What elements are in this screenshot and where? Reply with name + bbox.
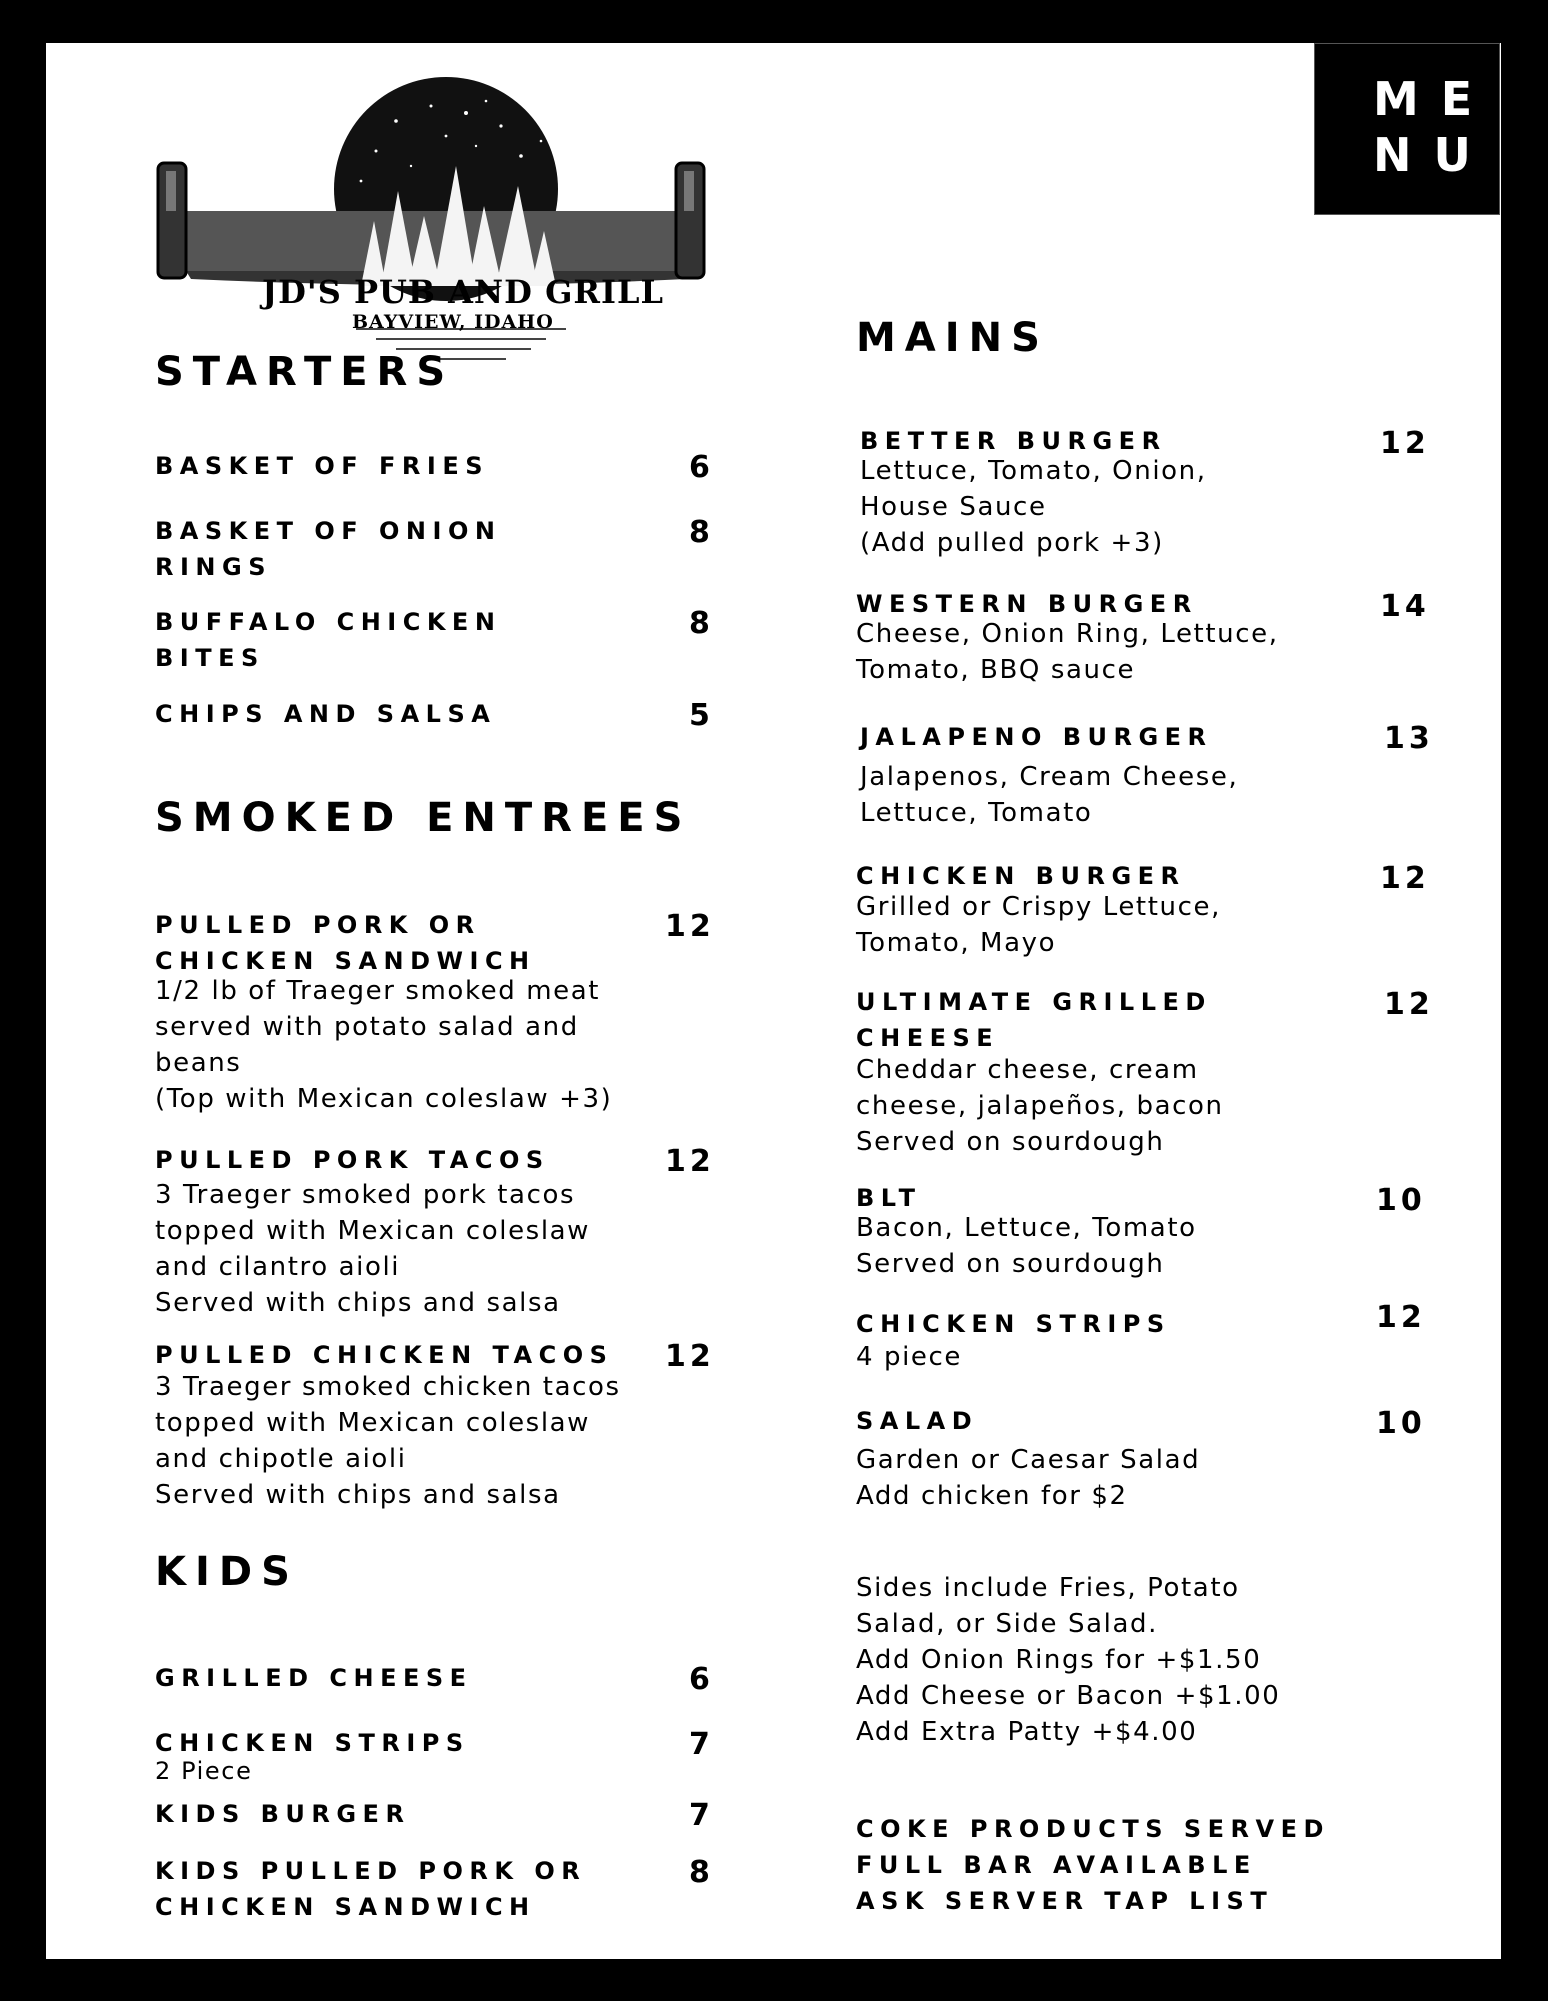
main-description: Add chicken for $2: [856, 1481, 1128, 1511]
logo-title: JD'S PUB AND GRILL: [262, 273, 664, 311]
main-description: cheese, jalapeños, bacon: [856, 1091, 1224, 1121]
entree-description: Served with chips and salsa: [155, 1288, 561, 1318]
main-description: (Add pulled pork +3): [860, 528, 1164, 558]
logo-subtitle: BAYVIEW, IDAHO: [352, 311, 554, 333]
main-description: Tomato, Mayo: [856, 928, 1057, 958]
entree-name: PULLED CHICKEN TACOS: [155, 1341, 614, 1369]
entree-name: CHICKEN SANDWICH: [155, 947, 536, 975]
kids-item-name: KIDS BURGER: [155, 1800, 411, 1828]
entree-name: PULLED PORK OR: [155, 911, 481, 939]
drinks-note-line: ASK SERVER TAP LIST: [856, 1887, 1274, 1915]
starter-name: CHIPS AND SALSA: [155, 700, 497, 728]
kids-item-price: 8: [689, 1855, 714, 1890]
menu-badge-line2: NU: [1373, 128, 1493, 182]
starter-name: RINGS: [155, 553, 272, 581]
starter-price: 5: [689, 698, 714, 733]
main-description: House Sauce: [860, 492, 1047, 522]
entree-description: and cilantro aioli: [155, 1252, 401, 1282]
main-description: Lettuce, Tomato, Onion,: [860, 456, 1207, 486]
main-name: ULTIMATE GRILLED: [856, 988, 1212, 1016]
kids-item-price: 7: [689, 1727, 714, 1762]
main-price: 10: [1376, 1183, 1426, 1218]
entree-description: Served with chips and salsa: [155, 1480, 561, 1510]
starters-heading: STARTERS: [155, 349, 455, 395]
main-price: 12: [1384, 987, 1434, 1022]
sides-note-line: Sides include Fries, Potato: [856, 1573, 1240, 1603]
main-price: 12: [1376, 1300, 1426, 1335]
main-name: SALAD: [856, 1407, 979, 1435]
drinks-note-line: FULL BAR AVAILABLE: [856, 1851, 1257, 1879]
entree-price: 12: [665, 1339, 715, 1374]
menu-badge-line1: ME: [1373, 72, 1495, 126]
menu-page: [46, 43, 1501, 1959]
main-name: CHEESE: [856, 1024, 1000, 1052]
menu-badge: [1314, 43, 1500, 215]
kids-item-name: GRILLED CHEESE: [155, 1664, 473, 1692]
main-description: Served on sourdough: [856, 1127, 1165, 1157]
entree-description: beans: [155, 1048, 242, 1078]
entree-description: (Top with Mexican coleslaw +3): [155, 1084, 613, 1114]
starter-name: BUFFALO CHICKEN: [155, 608, 502, 636]
main-description: Cheddar cheese, cream: [856, 1055, 1199, 1085]
main-name: CHICKEN STRIPS: [856, 1310, 1171, 1338]
starter-price: 6: [689, 450, 714, 485]
entree-price: 12: [665, 909, 715, 944]
smoked-entrees-heading: SMOKED ENTREES: [155, 795, 692, 841]
main-price: 10: [1376, 1406, 1426, 1441]
main-description: Grilled or Crispy Lettuce,: [856, 892, 1221, 922]
starter-name: BITES: [155, 644, 265, 672]
kids-heading: KIDS: [155, 1549, 299, 1595]
entree-price: 12: [665, 1144, 715, 1179]
main-description: Tomato, BBQ sauce: [856, 655, 1136, 685]
entree-description: served with potato salad and: [155, 1012, 579, 1042]
main-description: Cheese, Onion Ring, Lettuce,: [856, 619, 1279, 649]
entree-description: topped with Mexican coleslaw: [155, 1216, 591, 1246]
sides-note-line: Add Cheese or Bacon +$1.00: [856, 1681, 1281, 1711]
starter-name: BASKET OF ONION: [155, 517, 502, 545]
entree-name: PULLED PORK TACOS: [155, 1146, 550, 1174]
entree-description: 3 Traeger smoked pork tacos: [155, 1180, 576, 1210]
starter-name: BASKET OF FRIES: [155, 452, 490, 480]
main-description: 4 piece: [856, 1342, 963, 1372]
main-description: Jalapenos, Cream Cheese,: [860, 762, 1239, 792]
main-price: 12: [1380, 426, 1430, 461]
main-price: 14: [1380, 589, 1430, 624]
kids-item-price: 6: [689, 1662, 714, 1697]
pub-logo: [146, 71, 716, 391]
starter-price: 8: [689, 606, 714, 641]
sides-note-line: Add Extra Patty +$4.00: [856, 1717, 1198, 1747]
entree-description: 1/2 lb of Traeger smoked meat: [155, 976, 601, 1006]
sides-note-line: Add Onion Rings for +$1.50: [856, 1645, 1262, 1675]
entree-description: topped with Mexican coleslaw: [155, 1408, 591, 1438]
main-name: WESTERN BURGER: [856, 590, 1198, 618]
main-description: Garden or Caesar Salad: [856, 1445, 1201, 1475]
kids-item-price: 7: [689, 1798, 714, 1833]
main-name: CHICKEN BURGER: [856, 862, 1186, 890]
starter-price: 8: [689, 515, 714, 550]
main-name: BETTER BURGER: [860, 427, 1167, 455]
main-name: JALAPENO BURGER: [860, 723, 1213, 751]
mains-heading: MAINS: [856, 315, 1049, 361]
main-description: Lettuce, Tomato: [860, 798, 1093, 828]
kids-item-name: CHICKEN STRIPS: [155, 1729, 470, 1757]
main-description: Served on sourdough: [856, 1249, 1165, 1279]
main-price: 13: [1384, 721, 1434, 756]
kids-item-name: KIDS PULLED PORK OR: [155, 1857, 587, 1885]
main-description: Bacon, Lettuce, Tomato: [856, 1213, 1197, 1243]
entree-description: 3 Traeger smoked chicken tacos: [155, 1372, 621, 1402]
main-price: 12: [1380, 861, 1430, 896]
main-name: BLT: [856, 1184, 922, 1212]
sides-note-line: Salad, or Side Salad.: [856, 1609, 1158, 1639]
kids-item-name: CHICKEN SANDWICH: [155, 1893, 536, 1921]
drinks-note-line: COKE PRODUCTS SERVED: [856, 1815, 1330, 1843]
entree-description: and chipotle aioli: [155, 1444, 407, 1474]
kids-item-description: 2 Piece: [155, 1757, 253, 1785]
